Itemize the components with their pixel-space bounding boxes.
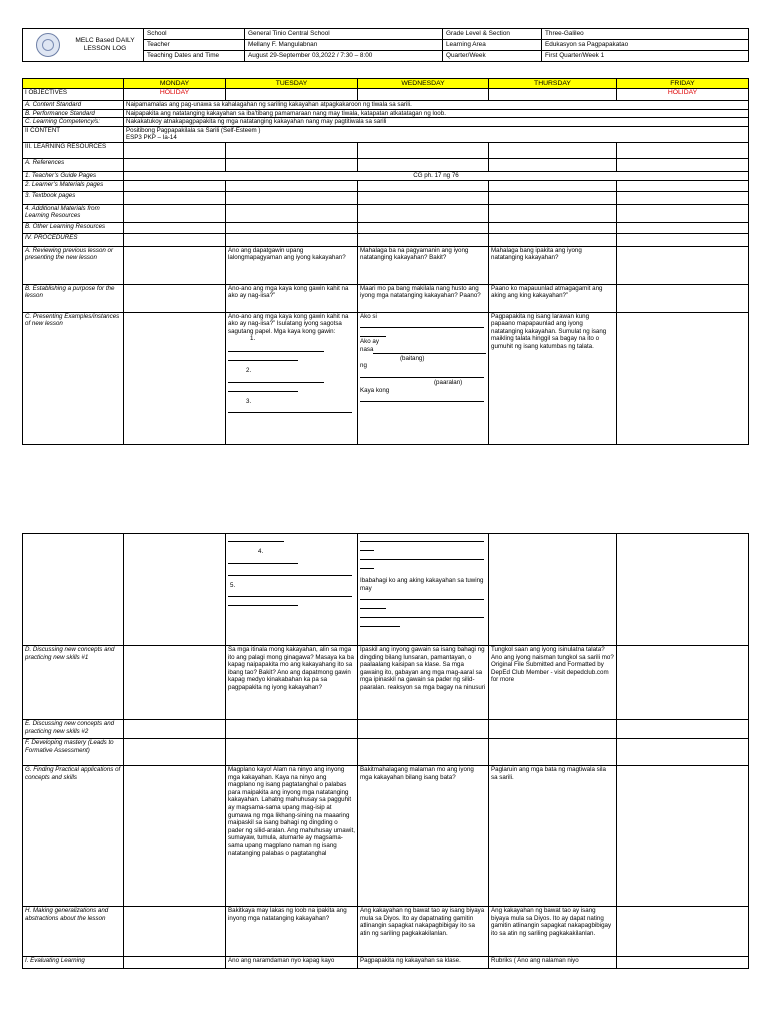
quarter-value: First Quarter/Week 1 (542, 51, 749, 62)
evaluating-label: I. Evaluating Learning (23, 957, 124, 969)
practical-wednesday: Bakitmahalagang malaman mo ang iyong mga kakayahan bilang isang bata? (358, 766, 489, 907)
day-monday: MONDAY (124, 79, 226, 89)
presenting-label: C. Presenting Examples/instances of new lesson (23, 312, 124, 444)
deped-seal-icon (36, 33, 60, 57)
other-resources-label: B. Other Learning Resources (23, 222, 124, 233)
discussing2-label: E. Discussing new concepts and practicing new skills #2 (23, 720, 124, 739)
objectives-heading: I OBJECTIVES (23, 89, 124, 101)
purpose-thursday: Paano ko mapauunlad atmagagamit ang aking ang king kakayahan?” (489, 284, 617, 312)
evaluating-thursday: Rubriks ( Ano ang nalaman niyo (489, 957, 617, 969)
review-wednesday: Mahalaga ba na pagyamanin ang iyong natatanging kakayahan? Bakit? (358, 246, 489, 284)
lesson-table-part1 (22, 78, 749, 445)
discussing1-wednesday: Ipaskil ang inyong gawain sa isang bahagi ng dingding bilang lunsaran, pamantayan, o paalaalang kaisipan sa klase. Sa mga gawaing ito, gabayan ang mga mag-aaral sa mga ipinaskil na gawain sa pader ng silid-paaralan. reaksyon sa mga bagay na ninusuri (358, 646, 489, 720)
day-thursday: THURSDAY (489, 79, 617, 89)
header-table (22, 28, 749, 62)
header-logo-cell (23, 29, 144, 62)
purpose-label: B. Establishing a purpose for the lesson (23, 284, 124, 312)
discussing1-tuesday: Sa mga itinala mong kakayahan, alin sa mga ito ang palagi mong ginagawa? Masaya ka ba kapag naipapakita mo ang kakayahang ito sa ibang tao? Bakit? Ano ang dapatmong gawin kapag medyo kinakabahan ka pa sa pagpapakita ng iyong kakayahan? (226, 646, 358, 720)
content-standard-text: Naipamamalas ang pag-unawa sa kahalagahan ng sariling kakayahan atpagkakaroon ng tiwala sa sarili. (124, 101, 749, 110)
practical-thursday: Paglaruin ang mga bata ng magtiwala sila sa sarili. (489, 766, 617, 907)
discussing1-thursday: Tungkol saan ang iyong isinulatna talata? Ano ang iyong naisman tungkol sa sarili mo? Original File Submitted and Formatted by DepEd Club Member - visit depedclub.com for more (489, 646, 617, 720)
teacher-value: Mellany F. Mangulabnan (245, 40, 443, 51)
resources-heading: III. LEARNING RESOURCES (23, 142, 124, 158)
area-label: Learning Area (443, 40, 542, 51)
discussing1-label: D. Discussing new concepts and practicing new skills #1 (23, 646, 124, 720)
presenting-tuesday-cont: 4. 5. (226, 534, 358, 646)
tg-text: CG ph. 17 ng 76 (124, 171, 749, 180)
review-label: A. Reviewing previous lesson or presenting the new lesson (23, 246, 124, 284)
practical-label: G. Finding Practical applications of concepts and skills (23, 766, 124, 907)
presenting-wednesday: Ako si Ako ay nasa (baitang) ng (paaralan) Kaya kong (358, 312, 489, 444)
performance-standard-text: Naipapakita ang natatanging kakayahan sa iba’tibang pamamaraan nang may tiwala, katapatan atkatatagan ng loob. (124, 109, 749, 118)
review-thursday: Mahalaga bang ipakita ang iyong natatanging kakayahan? (489, 246, 617, 284)
mastery-label: F. Developing mastery (Leads to Formative Assessment) (23, 739, 124, 766)
practical-tuesday: Magplano kayo! Alam na ninyo ang inyong mga kakayahan. Kaya na ninyo ang magplano ng isang pagtatanghal o palabas para maipakita ang inyong mga natatanging kakayahan. Lahatng mahuhusay sa pagguhit ay magsama-sama upang mag-isip at gumawa ng mga likhang-sining na maaaring maipaskil sa isang bahagi ng dingding o pader ng silid-aralan. Ang mahuhusay umawit, sumayaw, tumula, atumarte ay magsama-sama upang magplano naman ng isang natatanging palabas o pagtatanghal (226, 766, 358, 907)
lesson-table-part2 (22, 533, 749, 969)
generalizations-label: H. Making generalizations and abstractions about the lesson (23, 907, 124, 957)
competency-label: C. Learning Competency/s: (23, 118, 124, 127)
area-value: Edukasyon sa Pagpapakatao (542, 40, 749, 51)
content-label: II CONTENT (23, 126, 124, 142)
tg-label: 1. Teacher’s Guide Pages (23, 171, 124, 180)
day-tuesday: TUESDAY (226, 79, 358, 89)
monday-holiday: HOLIDAY (124, 89, 226, 101)
dates-label: Teaching Dates and Time (144, 51, 245, 62)
presenting-wednesday-cont: Ibabahagi ko ang aking kakayahan sa tuwing may (358, 534, 489, 646)
lm-label: 2. Learner’s Materials pages (23, 180, 124, 191)
generalizations-thursday: Ang kakayahan ng bawat tao ay isang biyaya mula sa Diyos. Ito ay dapat nating gamitin atlinangin sapagkat nakapagbibigay ito sa atin ng sariling pagkakakilanlan. (489, 907, 617, 957)
day-friday: FRIDAY (617, 79, 749, 89)
performance-standard-label: B. Performance Standard (23, 109, 124, 118)
evaluating-tuesday: Ano ang naramdaman nyo kapag kayo (226, 957, 358, 969)
generalizations-tuesday: Bakitkaya may lakas ng loob na ipakita ang inyong mga natatanging kakayahan? (226, 907, 358, 957)
tb-label: 3. Textbook pages (23, 191, 124, 204)
quarter-label: Quarter/Week (443, 51, 542, 62)
procedures-heading: IV. PROCEDURES (23, 233, 124, 246)
content-standard-label: A. Content Standard (23, 101, 124, 110)
teacher-label: Teacher (144, 40, 245, 51)
day-wednesday: WEDNESDAY (358, 79, 489, 89)
additional-label: 4. Additional Materials from Learning Resources (23, 204, 124, 222)
friday-holiday: HOLIDAY (617, 89, 749, 101)
references-heading: A. References (23, 158, 124, 171)
evaluating-wednesday: Pagpapakita ng kakayahan sa klase. (358, 957, 489, 969)
grade-value: Three-Galileo (542, 29, 749, 40)
melc-title: MELC Based DAILY LESSON LOG (75, 37, 135, 52)
generalizations-wednesday: Ang kakayahan ng bawat tao ay isang biyaya mula sa Diyos. Ito ay dapatnating gamitin atlinangin sapagkat nakapagbibigay ito sa atin ng sariling pagkakakilanlan. (358, 907, 489, 957)
dates-value: August 29-September 03,2022 / 7:30 – 8:00 (245, 51, 443, 62)
presenting-tuesday: Ano-ano ang mga kaya kong gawin kahit na ako ay nag-iisa?” Isulatang iyong sagotsa sagutang papel. Mga kaya kong gawin: 1. 2. 3. (226, 312, 358, 444)
school-value: General Tinio Central School (245, 29, 443, 40)
content-line1: Positibong Pagpapakilala sa Sarili (Self-Esteem ) (126, 126, 261, 134)
grade-label: Grade Level & Section (443, 29, 542, 40)
competency-text: Nakakatukoy atnakapagpapakita ng mga natatanging kakayahan nang may pagtitiwala sa sarili (124, 118, 749, 127)
purpose-tuesday: Ano-ano ang mga kaya kong gawin kahit na ako ay nag-iisa?” (226, 284, 358, 312)
content-line2: ESP3 PKP – Ia-14 (126, 134, 177, 142)
school-label: School (144, 29, 245, 40)
purpose-wednesday: Maari mo pa bang makilala nang husto ang iyong mga natatanging kakayahan? Paano? (358, 284, 489, 312)
presenting-thursday: Pagpapakita ng isang larawan kung papaano mapapaunlad ang iyong natatanging kakayahan. Sumulat ng isang maikling talata hinggil sa bagay na ito o gumuhit ng isang katumbas ng talata. (489, 312, 617, 444)
review-tuesday: Ano ang dapatgawin upang lalongmapagyaman ang iyong kakayahan? (226, 246, 358, 284)
